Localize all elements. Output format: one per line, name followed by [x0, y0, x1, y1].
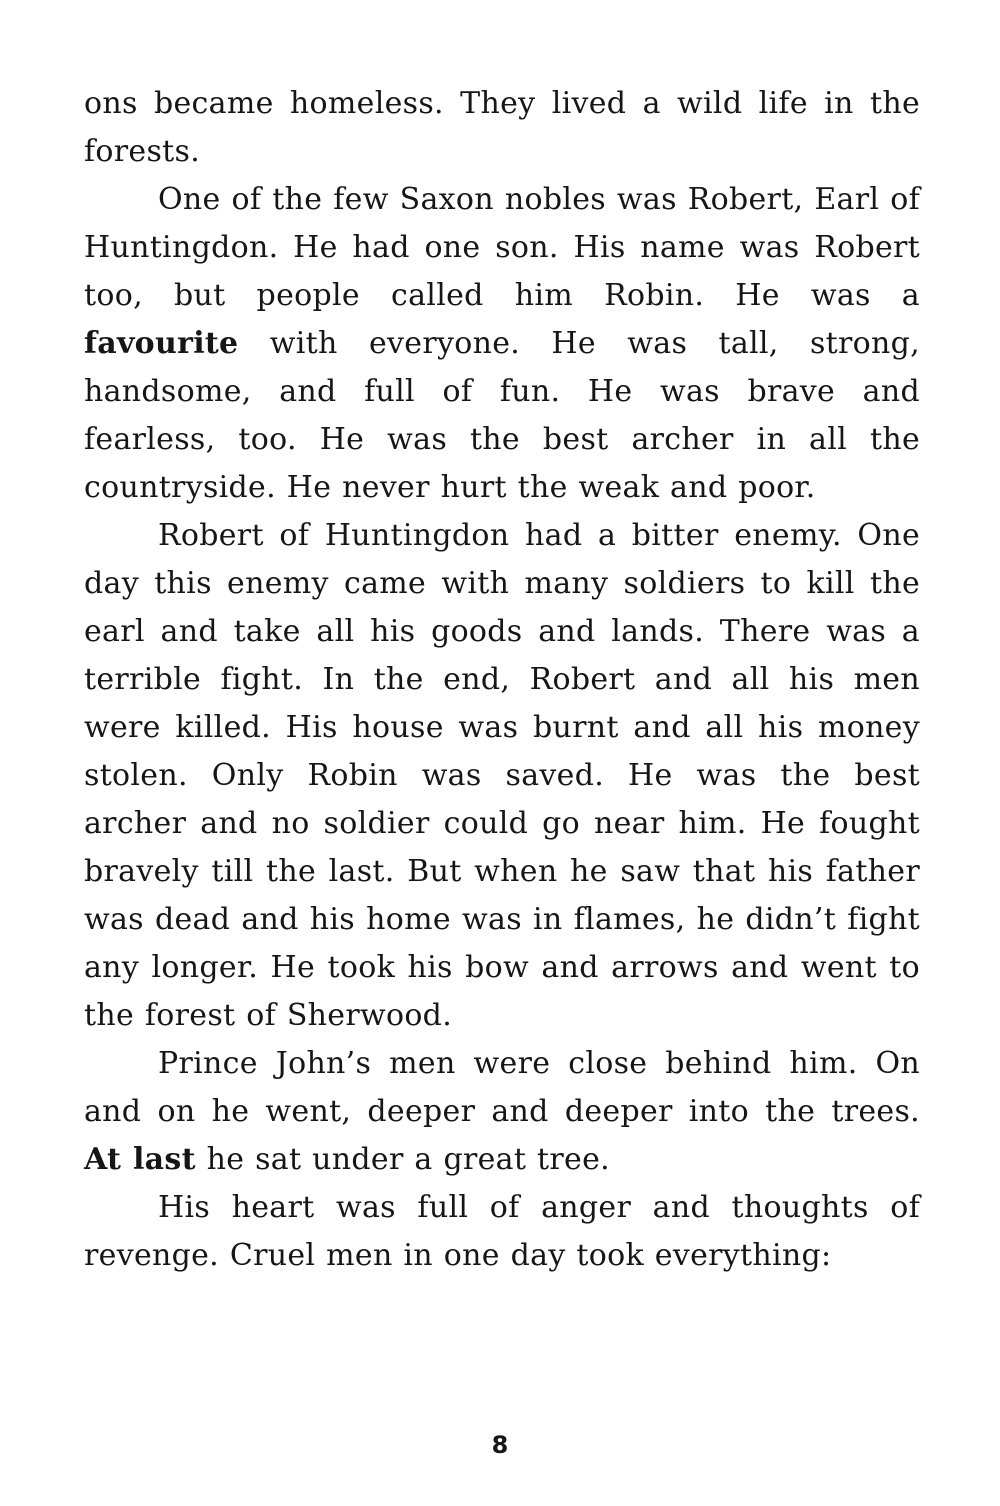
- bold-word-favourite: favourite: [84, 326, 239, 361]
- bold-phrase-at-last: At last: [84, 1142, 196, 1177]
- paragraph-4: [84, 1040, 920, 1184]
- paragraph-5: [84, 1184, 920, 1280]
- paragraph-1: [84, 80, 920, 176]
- paragraph-3: [84, 512, 920, 1040]
- text-segment: with everyone. He was tall, strong, handsome, and full of fun. He was brave and fearless, too. He was the best archer in all the countryside. He never hurt the weak and poor.: [84, 326, 920, 505]
- body-text: [84, 80, 920, 1280]
- text-segment: Prince John’s men were close behind him. On and on he went, deeper and deeper into the trees.: [84, 1046, 920, 1129]
- page-number: 8: [491, 1431, 509, 1459]
- text-segment: Robert of Huntingdon had a bitter enemy. One day this enemy came with many soldiers to kill the earl and take all his goods and lands. There was a terrible fight. In the end, Robert and all his men were killed. His house was burnt and all his money stolen. Only Robin was saved. He was the best archer and no soldier could go near him. He fought bravely till the last. But when he saw that his father was dead and his home was in flames, he didn’t fight any longer. He took his bow and arrows and went to the forest of Sherwood.: [84, 518, 920, 1033]
- text-segment: ons became homeless. They lived a wild life in the forests.: [84, 86, 920, 169]
- text-segment: One of the few Saxon nobles was Robert, Earl of Huntingdon. He had one son. His name was Robert too, but people called him Robin. He was a: [84, 182, 920, 313]
- paragraph-2: [84, 176, 920, 512]
- text-segment: he sat under a great tree.: [195, 1142, 610, 1177]
- text-segment: His heart was full of anger and thoughts of revenge. Cruel men in one day took everything:: [84, 1190, 920, 1273]
